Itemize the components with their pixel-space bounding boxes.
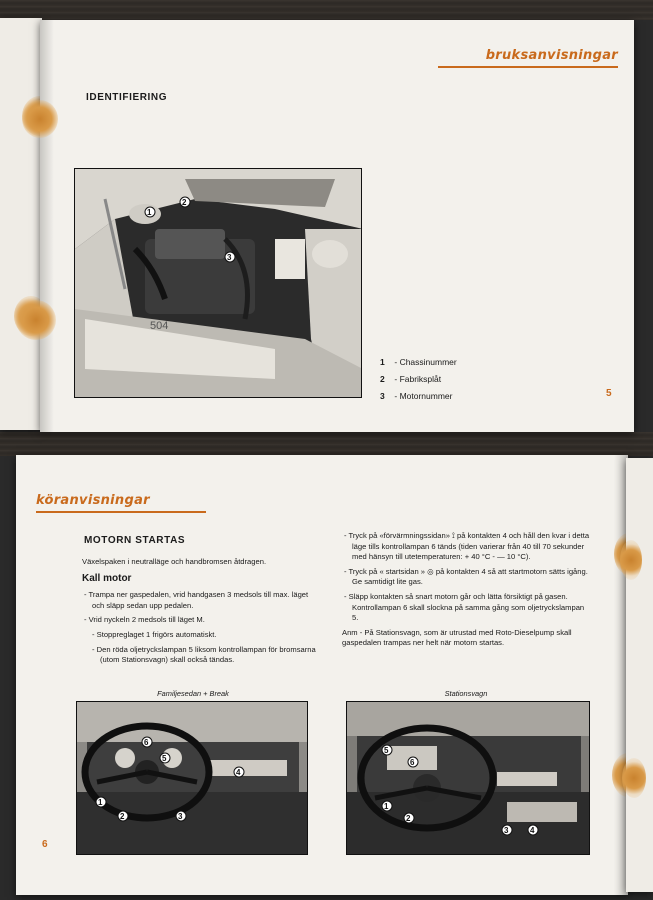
wood-background-top <box>0 0 653 20</box>
svg-text:3: 3 <box>227 253 232 262</box>
callout-1 <box>96 797 106 807</box>
legend-text: - Chassinummer <box>394 357 457 367</box>
dashboard-illustration-sedan <box>77 702 308 855</box>
subheading: Kall motor <box>82 572 132 584</box>
spine-shadow <box>40 20 54 432</box>
callout-5 <box>160 753 170 763</box>
svg-text:5: 5 <box>162 754 167 763</box>
svg-text:2: 2 <box>182 198 187 207</box>
callout-6 <box>408 757 418 767</box>
instructions-left-column <box>82 557 318 670</box>
instruction-item: - Tryck på «förvärmningssidan» ⟟ på kontakten 4 och håll den kvar i detta läge tills kontrollampan 6 tänds (tiden varierar från 40 till 70 sekunder med hänsyn till utetemperaturen: + 40 °C - — 10 °C). <box>344 531 590 562</box>
instruction-item: - Vrid nyckeln 2 medsols till läget M. <box>84 615 205 625</box>
svg-text:1: 1 <box>98 798 103 807</box>
page-number: 5 <box>606 388 612 399</box>
svg-text:2: 2 <box>120 812 125 821</box>
legend-number: 3 <box>380 391 385 401</box>
callout-1 <box>145 207 155 217</box>
header-rule <box>36 511 206 513</box>
svg-text:1: 1 <box>147 208 152 217</box>
svg-text:1: 1 <box>384 802 389 811</box>
header-title: köranvisningar <box>36 493 150 508</box>
svg-text:3: 3 <box>504 826 509 835</box>
legend-number: 2 <box>380 374 385 384</box>
svg-text:2: 2 <box>406 814 411 823</box>
callout-2 <box>180 197 190 207</box>
callout-2 <box>118 811 128 821</box>
callout-6 <box>142 737 152 747</box>
top-left-page-edge <box>0 18 42 430</box>
section-header <box>438 48 618 68</box>
callout-1 <box>382 801 392 811</box>
dashboard-illustration-stationsvagn <box>347 702 590 855</box>
section-header <box>36 493 206 513</box>
dashboard-photo-stationsvagn <box>346 701 590 855</box>
callout-3 <box>225 252 235 262</box>
instructions-right-column <box>342 531 592 653</box>
wood-background-middle <box>0 432 653 456</box>
callout-4 <box>234 767 244 777</box>
page-number: 6 <box>42 839 48 850</box>
svg-text:4: 4 <box>530 826 535 835</box>
top-manual-page <box>40 20 634 432</box>
intro-text: Växelspaken i neutralläge och handbromsen åtdragen. <box>82 557 267 566</box>
instruction-item: - Den röda oljetryckslampan 5 liksom kontrollampan för bromsarna (utom Stationsvagn) skall också tändas. <box>92 644 316 665</box>
stain <box>620 540 642 580</box>
callout-4 <box>528 825 538 835</box>
identification-legend <box>380 354 457 405</box>
svg-text:6: 6 <box>144 738 149 747</box>
instruction-item: - Tryck på « startsidan » ◎ på kontakten 4 så att startmotorn sätts igång. Ge samtidigt lite gas. <box>344 566 588 587</box>
stain <box>22 100 58 138</box>
legend-text: - Motornummer <box>394 391 453 401</box>
photo-caption-left: Familjesedan + Break <box>157 689 229 698</box>
section-title: IDENTIFIERING <box>86 92 168 103</box>
callout-3 <box>176 811 186 821</box>
stain <box>622 758 646 798</box>
callout-5 <box>382 745 392 755</box>
car-model-badge: 504 <box>150 320 169 332</box>
instruction-item: - Stoppreglaget 1 frigörs automatiskt. <box>92 629 217 639</box>
header-title: bruksanvisningar <box>485 48 618 63</box>
legend-item <box>380 388 457 405</box>
svg-text:4: 4 <box>236 768 241 777</box>
svg-text:3: 3 <box>178 812 183 821</box>
engine-bay-illustration <box>75 169 362 398</box>
legend-item <box>380 371 457 388</box>
svg-text:5: 5 <box>384 746 389 755</box>
bottom-right-page-edge <box>626 458 653 892</box>
instruction-item: - Släpp kontakten så snart motorn går och lätta försiktigt på gasen. Kontrollampan 6 skall slockna på samma gång som oljetryckslampan 5. <box>344 591 585 623</box>
legend-text: - Fabriksplåt <box>394 374 442 384</box>
engine-bay-photo <box>74 168 362 398</box>
legend-number: 1 <box>380 357 385 367</box>
legend-item <box>380 354 457 371</box>
instruction-item: - Trampa ner gaspedalen, vrid handgasen 3 medsols till max. läget och släpp sedan upp pedalen. <box>84 590 309 610</box>
stain <box>16 300 56 340</box>
callout-3 <box>502 825 512 835</box>
svg-text:6: 6 <box>410 758 415 767</box>
dashboard-photo-sedan <box>76 701 308 855</box>
photo-caption-right: Stationsvagn <box>444 689 488 698</box>
section-title: MOTORN STARTAS <box>84 535 186 546</box>
header-rule <box>438 66 618 68</box>
callout-2 <box>404 813 414 823</box>
note-text: Anm - På Stationsvagn, som är utrustad med Roto-Dieselpump skall gaspedalen trampas ner helt när motorn startas. <box>342 627 572 648</box>
bottom-manual-page <box>16 455 628 895</box>
